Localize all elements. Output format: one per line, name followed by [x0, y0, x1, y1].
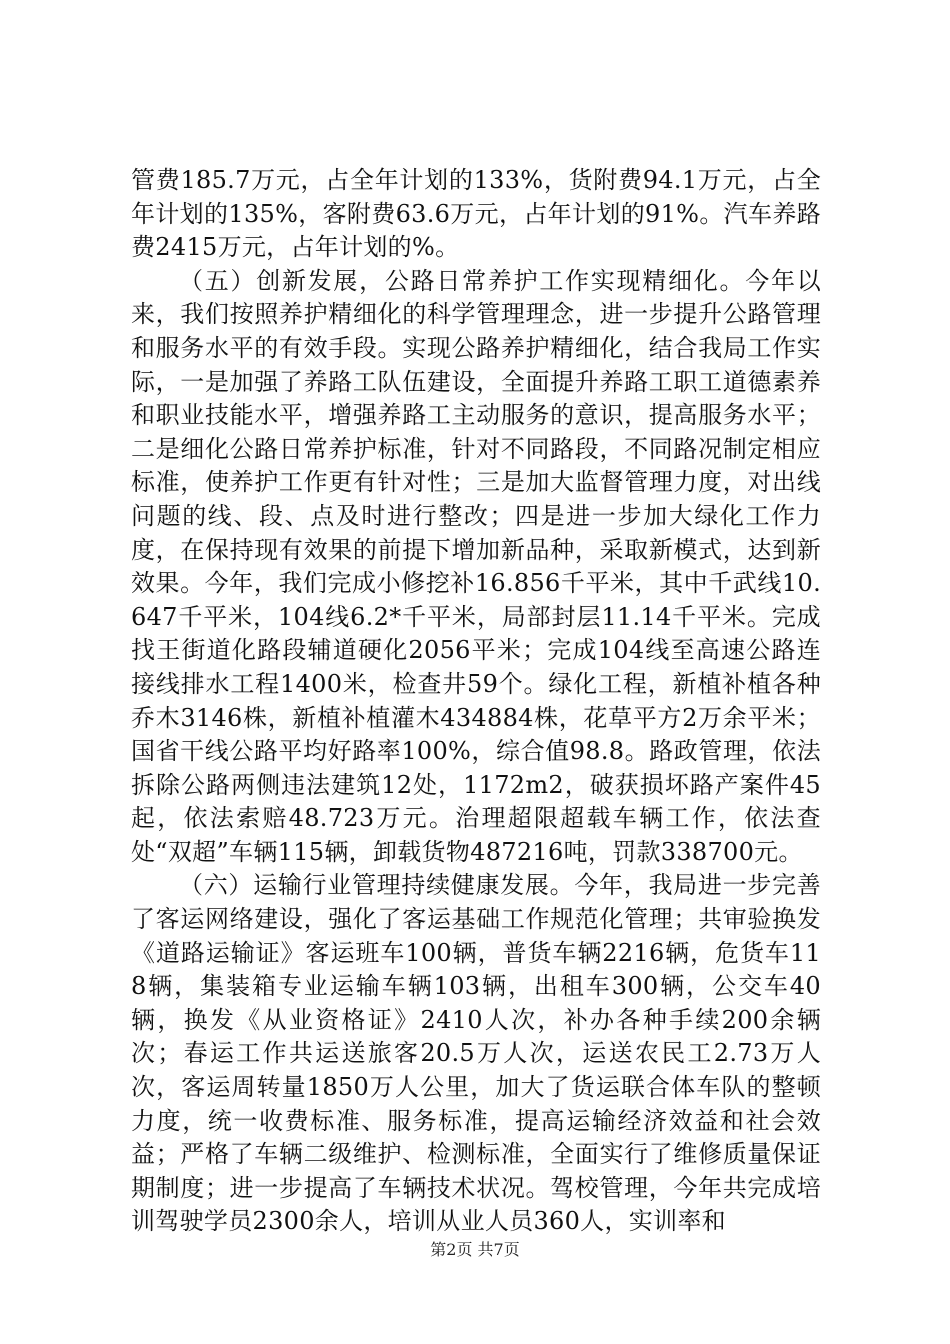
page-footer: 第2页 共7页 [430, 1240, 520, 1259]
document-body [131, 164, 821, 1239]
paragraph-transport-management: （六）运输行业管理持续健康发展。今年，我局进一步完善了客运网络建设，强化了客运基础工作规范化管理；共审验换发《道路运输证》客运班车100辆，普货车辆2216辆，危货车118辆，集装箱专业运输车辆103辆，出租车300辆，公交车40辆，换发《从业资格证》2410人次，补办各种手续200余辆次；春运工作共运送旅客20.5万人次，运送农民工2.73万人次，客运周转量1850万人公里，加大了货运联合体车队的整顿力度，统一收费标准、服务标准，提高运输经济效益和社会效益；严格了车辆二级维护、检测标准，全面实行了维修质量保证期制度；进一步提高了车辆技术状况。驾校管理，今年共完成培训驾驶学员2300余人，培训从业人员360人，实训率和 [131, 871, 821, 1236]
paragraph-fees: 管费185.7万元，占全年计划的133%，货附费94.1万元，占全年计划的135%，客附费63.6万元，占年计划的91%。汽车养路费2415万元，占年计划的%。 [131, 166, 821, 262]
paragraph-road-maintenance: （五）创新发展，公路日常养护工作实现精细化。今年以来，我们按照养护精细化的科学管理理念，进一步提升公路管理和服务水平的有效手段。实现公路养护精细化，结合我局工作实际，一是加强了养路工队伍建设，全面提升养路工职工道德素养和职业技能水平，增强养路工主动服务的意识，提高服务水平；二是细化公路日常养护标准，针对不同路段，不同路况制定相应标准，使养护工作更有针对性；三是加大监督管理力度，对出线问题的线、段、点及时进行整改；四是进一步加大绿化工作力度，在保持现有效果的前提下增加新品种，采取新模式，达到新效果。今年，我们完成小修挖补16.856千平米，其中千武线10.647千平米，104线6.2*千平米，局部封层11.14千平米。完成找王街道化路段辅道硬化2056平米；完成104线至高速公路连接线排水工程1400米，检查井59个。绿化工程，新植补植各种乔木3146株，新植补植灌木434884株，花草平方2万余平米；国省干线公路平均好路率100%，综合值98.8。路政管理，依法拆除公路两侧违法建筑12处，1172m2，破获损坏路产案件45起，依法索赔48.723万元。治理超限超载车辆工作，依法查处“双超”车辆115辆，卸载货物487216吨，罚款338700元。 [131, 266, 821, 866]
